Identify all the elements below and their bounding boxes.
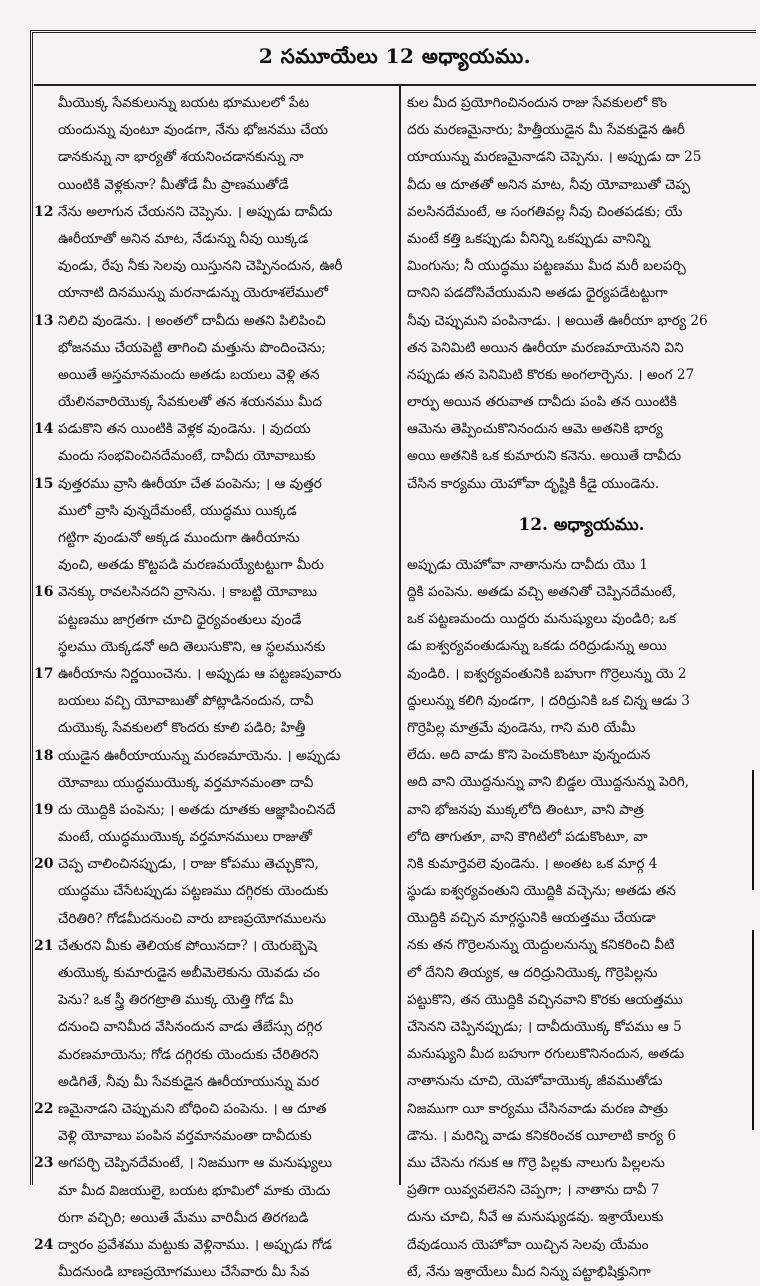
- text-line: [34, 226, 393, 253]
- line-text: డానకున్ను నా భార్యతో శయనించడానకున్ను నా: [58, 149, 304, 166]
- left-column: [34, 90, 393, 1281]
- text-line: లోది తాగుతూ, వాని కౌగిటిలో పడుకొంటూ, వా: [407, 828, 648, 845]
- line-text: వెళ్లి యోవాబు పంపిన వర్తమానమంతా దావీదుకు: [58, 1128, 312, 1145]
- verse-number: 14: [34, 421, 54, 438]
- text-line: [34, 280, 393, 307]
- text-line: ఒక పట్టణమందు యిద్దరు మనుష్యులు వుండిరి; ఒక: [407, 611, 677, 628]
- line-text: మరణమాయెను; గోడ దగ్గిరకు యెందుకు చేరితిరని: [58, 1046, 319, 1063]
- line-text: ఊరీయాతో అనిన మాట, నేడున్ను నీవు యిక్కడ: [58, 230, 309, 247]
- text-line: [34, 1178, 393, 1205]
- line-text: మీయొక్క సేవకులున్ను బయట భూములలో పేట: [58, 95, 310, 111]
- text-line: [34, 661, 393, 688]
- verse-number: 18: [34, 747, 54, 764]
- text-line: అప్పుడు యెహోవా నాతానును దావీదు యొ 1: [407, 556, 649, 573]
- line-text: ములో వ్రాసి వున్నదేమంటే, యుద్ధము యిక్కడ: [58, 502, 297, 519]
- text-line: [34, 1042, 393, 1069]
- text-line: [34, 1205, 393, 1232]
- line-text: యోవాబు యుద్ధముయొక్క వర్తమానమంతా దావీ: [58, 774, 314, 791]
- text-line: [34, 579, 393, 606]
- text-line: యాయున్ను మరణమైనాడని చెప్పెను. । అప్పుడు దా 25: [407, 149, 702, 166]
- text-line: దును చూచి, నీవే ఆ మనుష్యుడవు. ఇశ్రాయేలుకు: [407, 1209, 664, 1226]
- line-text: యుద్ధము చేసేటప్పుడు పట్టణము దగ్గిరకు యెందుకు: [58, 883, 329, 900]
- text-line: [34, 1123, 393, 1150]
- text-line: చేసిన కార్యము యెహోవా దృష్టికి కీడై యుండెను.: [407, 475, 660, 492]
- text-line: ప్రతిగా యివ్వవలెనని చెప్పగా; । నాతాను దావీ 7: [407, 1182, 660, 1199]
- text-line: [34, 878, 393, 905]
- text-line: [34, 199, 393, 226]
- text-line: [34, 715, 393, 742]
- verse-number: 13: [34, 312, 54, 329]
- line-text: రుగా వచ్చిరి; అయితే మేము వారిమీద తిరగబడి: [58, 1209, 309, 1226]
- text-line: డౌను. । మరిన్ని వాడు కనికరించక యీలాటి కార్య 6: [407, 1127, 677, 1144]
- line-text: దుయొక్క సేవకులలో కొందరు కూలి పడిరి; హిత్తీ: [58, 720, 306, 737]
- right-column-top-text: [407, 90, 756, 498]
- line-text: పడుకొని తన యింటికి వెళ్లక వుండెను. । వుదయ: [58, 421, 311, 438]
- line-text: స్థలము యెక్కడనో అది తెలుసుకొని, ఆ స్థలమునకు: [58, 638, 326, 655]
- text-line: [34, 824, 393, 851]
- text-line: [34, 172, 393, 199]
- line-text: భోజనము చేయపెట్టి తాగించి మత్తును పొందించెను;: [58, 339, 326, 356]
- line-text: వుంచి, అతడు కొట్టపడి మరణమయ్యేటట్టుగా మీరు: [58, 557, 324, 574]
- line-text: పెను? ఒక స్త్రీ తిరగట్రాతి ముక్క యెత్తి గోడ మీ: [58, 992, 294, 1009]
- verse-number: 20: [34, 856, 54, 873]
- text-line: [34, 362, 393, 389]
- line-text: గట్టిగా వుండునో అక్కడ ముందుగా ఊరీయాను: [58, 530, 300, 546]
- right-column: [407, 90, 756, 1280]
- text-line: లేదు. అది వాడు కొని పెంచుకొంటూ వున్నందున: [407, 747, 651, 764]
- line-text: ఊరీయాను నిర్ణయించెను. । అప్పుడు ఆ పట్టణపువారు: [58, 665, 342, 682]
- text-line: మంటే కత్తి ఒకప్పుడు వీనిన్ని ఒకప్పుడు వానిన్ని: [407, 230, 650, 247]
- text-line: అయి అతనికి ఒక కుమారుని కనెను. అయితే దావీదు: [407, 448, 682, 465]
- text-line: [34, 144, 393, 171]
- text-line: [34, 117, 393, 144]
- line-text: మంటే, యుద్ధముయొక్క వర్తమానములు రాజుతో: [58, 829, 312, 846]
- right-column-bottom-text: [407, 552, 756, 1286]
- text-line: [34, 797, 393, 824]
- text-line: [34, 634, 393, 661]
- verse-number: 17: [34, 665, 54, 682]
- line-text: ణమైనాడని చెప్పుమని బోధించి పంపెను. । ఆ దూత: [58, 1100, 327, 1117]
- line-text: బయలు వచ్చి యోవాబుతో పోట్లాడినందున, దావీ: [58, 693, 314, 710]
- line-text: మా మీద విజయులై, బయట భూమిలో మాకు యెదు: [58, 1182, 331, 1199]
- text-line: [34, 1014, 393, 1041]
- text-line: [34, 389, 393, 416]
- text-line: [34, 933, 393, 960]
- text-line: ద్దికి పంపెను. అతడు వచ్చి అతనితో చెప్పినదేమంటే,: [407, 584, 677, 600]
- text-line: [34, 770, 393, 797]
- text-line: [34, 1150, 393, 1177]
- line-text: ద్వారం ప్రవేశము మట్టుకు వెళ్లినాము. । అప్పుడు గోడ: [58, 1236, 332, 1253]
- line-text: వెనక్కు రావలసినదని వ్రాసెను. । కాబట్టి యోవాబు: [58, 584, 318, 601]
- text-line: వీదు ఆ దూతతో అనిన మాట, నీవు యోవాబుతో చెప్ప: [407, 176, 690, 193]
- text-line: మింగును; నీ యుద్ధము పట్టణము మీద మరీ బలపర్చి: [407, 258, 686, 275]
- line-text: అడిగితే, నీవు మీ సేవకుడైన ఊరీయాయున్ను మర: [58, 1073, 320, 1090]
- line-text: నిలిచి వుండెను. । అంతలో దావీదు అతని పిలిపించి: [58, 312, 326, 329]
- text-line: [34, 498, 393, 525]
- line-text: దు యొద్దికి పంపెను; । అతడు దూతకు ఆజ్ఞాపించినదే: [58, 801, 336, 818]
- text-line: [34, 335, 393, 362]
- line-text: యింటికి వెళ్లకునా? మీతోడే మీ ప్రాణముతోడే: [58, 176, 289, 193]
- text-line: పట్టుకొని, తన యొద్దికి వచ్చినవాని కొరకు ఆయత్తము: [407, 991, 683, 1008]
- text-line: [34, 471, 393, 498]
- text-line: [34, 607, 393, 634]
- text-line: [34, 851, 393, 878]
- text-line: నికి కుమార్తెవలె వుండెను. । అంతట ఒక మార్గ 4: [407, 855, 658, 872]
- text-line: స్థుడు ఐశ్వర్యవంతుని యొద్దికి వచ్చెను; అతడు తన: [407, 883, 676, 900]
- text-line: టే, నేను ఇశ్రాయేలు మీద నిన్ను పట్టాభిషిక్తునిగా: [407, 1263, 651, 1280]
- line-text: పట్టణము జాగ్రతగా చూచి ధైర్యవంతులు వుండే: [58, 611, 302, 628]
- text-line: ద్దులున్ను కలిగి వుండగా, । దరిద్రునికి ఒక చిన్న ఆడు 3: [407, 692, 690, 709]
- text-line: గొర్రెపిల్ల మాత్రమే వుండెను, గాని మరి యేమీ: [407, 719, 636, 736]
- text-line: [34, 1096, 393, 1123]
- line-text: యేలినవారియొక్క సేవకులతో తన శయనము మీద: [58, 394, 323, 411]
- text-line: వలసినదేమంటే, ఆ సంగతివల్ల నీవు చింతపడకు; యే: [407, 203, 683, 220]
- text-line: ఆమెను తెప్పించుకొనినందున ఆమె అతనికి భార్య: [407, 421, 663, 438]
- verse-number: 19: [34, 801, 54, 818]
- text-line: [34, 253, 393, 280]
- line-text: మందు సంభవించినదేమంటే, దావీదు యోవాబుకు: [58, 448, 316, 465]
- text-line: చేసెనని చెప్పినప్పుడు; । దావీదుయొక్క కోపము ఆ 5: [407, 1019, 682, 1035]
- verse-number: 22: [34, 1100, 54, 1117]
- text-line: [34, 1232, 393, 1259]
- line-text: యానాటి దినమున్ను మరనాడున్ను యెరూశలేములో: [58, 285, 328, 302]
- text-line: [34, 1259, 393, 1286]
- text-line: [34, 906, 393, 933]
- text-line: నిజముగా యీ కార్యము చేసినవాడు మరణ పాత్రు: [407, 1100, 669, 1117]
- text-line: దానిని పడదోసివేయుమని అతడు ధైర్యపడేటట్టుగా: [407, 285, 668, 302]
- text-line: వాని భోజనపు ముక్కలోది తింటూ, వాని పాత్ర: [407, 801, 644, 818]
- text-line: మనుష్యుని మీద బహుగా రగులుకొనినందున, అతడు: [407, 1046, 685, 1063]
- chapter-heading: 12. అధ్యాయము.: [518, 514, 645, 535]
- text-line: యొద్దికి వచ్చిన మార్గస్థునికి ఆయత్తము చేయడా: [407, 910, 656, 927]
- verse-number: 23: [34, 1155, 54, 1172]
- text-line: దేవుడయిన యెహోవా యిచ్చిన సెలవు యేమం: [407, 1236, 649, 1253]
- text-line: [34, 688, 393, 715]
- line-text: మీదనుండి బాణప్రయోగములు చేసేవారు మీ సేవ: [58, 1264, 310, 1281]
- line-text: యందున్ను వుంటూ వుండగా, నేను భోజనము చేయ: [58, 122, 329, 139]
- text-line: అది వాని యొద్దనున్ను వాని బిడ్డల యొద్దనున్ను పెరిగి,: [407, 774, 690, 791]
- line-text: నేను అలాగున చేయనని చెప్పెను. । అప్పుడు దావీదు: [58, 203, 333, 220]
- line-text: దనుంచి వానిమీద వేసినందున వాడు తేబేస్సు దగ్గిర: [58, 1019, 323, 1036]
- text-line: [34, 416, 393, 443]
- line-text: చెప్ప చాలించినప్పుడు, । రాజు కోపము తెచ్చుకొని,: [58, 856, 319, 873]
- text-line: [34, 443, 393, 470]
- page-title: 2 సమూయేలు 12 అధ్యాయము.: [258, 43, 532, 68]
- text-line: డు ఐశ్వర్యవంతుడున్ను ఒకడు దరిద్రుడున్ను అయి: [407, 638, 667, 655]
- text-line: తన పెనిమిటి అయిన ఊరీయా మరణమాయెనని విని: [407, 339, 684, 356]
- line-text: చేరితిరి? గోడమీదనుంచి వారు బాణప్రయోగములను: [58, 910, 327, 927]
- line-text: తుయొక్క కుమారుడైన అబీమెలెకును యెవడు చం: [58, 965, 320, 981]
- line-text: వుత్తరము వ్రాసి ఊరీయా చేత పంపెను; । ఆ వుత్తర: [58, 475, 322, 492]
- text-line: దరు మరణమైనారు; హిత్తీయుడైన మీ సేవకుడైన ఊరీ: [407, 122, 685, 139]
- verse-number: 16: [34, 584, 54, 601]
- page-header: [34, 32, 756, 86]
- text-line: కుల మీద ప్రయోగించినందున రాజు సేవకులలో కొం: [407, 95, 668, 111]
- text-line: [34, 552, 393, 579]
- verse-number: 15: [34, 475, 54, 492]
- text-line: లార్పు అయిన తరువాత దావీదు పంపి తన యింటికి: [407, 394, 677, 411]
- text-line: లో దేనిని తియ్యక, ఆ దరిద్రునియొక్క గొర్రెపిల్లను: [407, 964, 658, 981]
- line-text: అగపర్చి చెప్పినదేమంటే, । నిజముగా ఆ మనుష్యులు: [58, 1155, 333, 1172]
- text-line: నప్పుడు తన పెనిమిటి కొరకు అంగలార్చెను. । అంగ 27: [407, 366, 695, 383]
- text-line: వుండిరి. । ఐశ్వర్యవంతునికి బహుగా గొర్రెలున్ను యె 2: [407, 665, 687, 682]
- text-line: [34, 90, 393, 117]
- verse-number: 12: [34, 203, 54, 220]
- text-line: [34, 960, 393, 987]
- line-text: అయితే అస్తమానమందు అతడు బయలు వెళ్లి తన: [58, 366, 320, 383]
- text-line: నకు తన గొర్రెలనున్ను యెద్దులనున్ను కనికరించి వీటి: [407, 937, 675, 954]
- text-line: ము చేసెను గనుక ఆ గొర్రె పిల్లకు నాలుగు పిల్లలను: [407, 1154, 665, 1171]
- verse-number: 21: [34, 937, 54, 954]
- verse-number: 24: [34, 1236, 54, 1253]
- text-line: [34, 525, 393, 552]
- line-text: యుడైన ఊరీయాయున్ను మరణమాయెను. । అప్పుడు: [58, 747, 341, 764]
- scan-edge-mark: [752, 770, 754, 890]
- scan-edge-mark: [752, 930, 754, 1130]
- text-line: [34, 1069, 393, 1096]
- line-text: వుండు, రేపు నీకు సెలవు యిస్తునని చెప్పినందున, ఊరీ: [58, 258, 343, 275]
- text-line: [34, 987, 393, 1014]
- text-line: నీవు చెప్పుమని పంపినాడు. । అయితే ఊరీయా భార్య 26: [407, 312, 708, 329]
- text-line: [34, 308, 393, 335]
- text-line: నాతానును చూచి, యెహోవాయొక్క జీవముతోడు: [407, 1073, 663, 1090]
- line-text: చేతురని మీకు తెలియక పోయినదా? । యెరుబ్బెషె: [58, 937, 318, 954]
- column-divider: [399, 86, 401, 1185]
- text-line: [34, 743, 393, 770]
